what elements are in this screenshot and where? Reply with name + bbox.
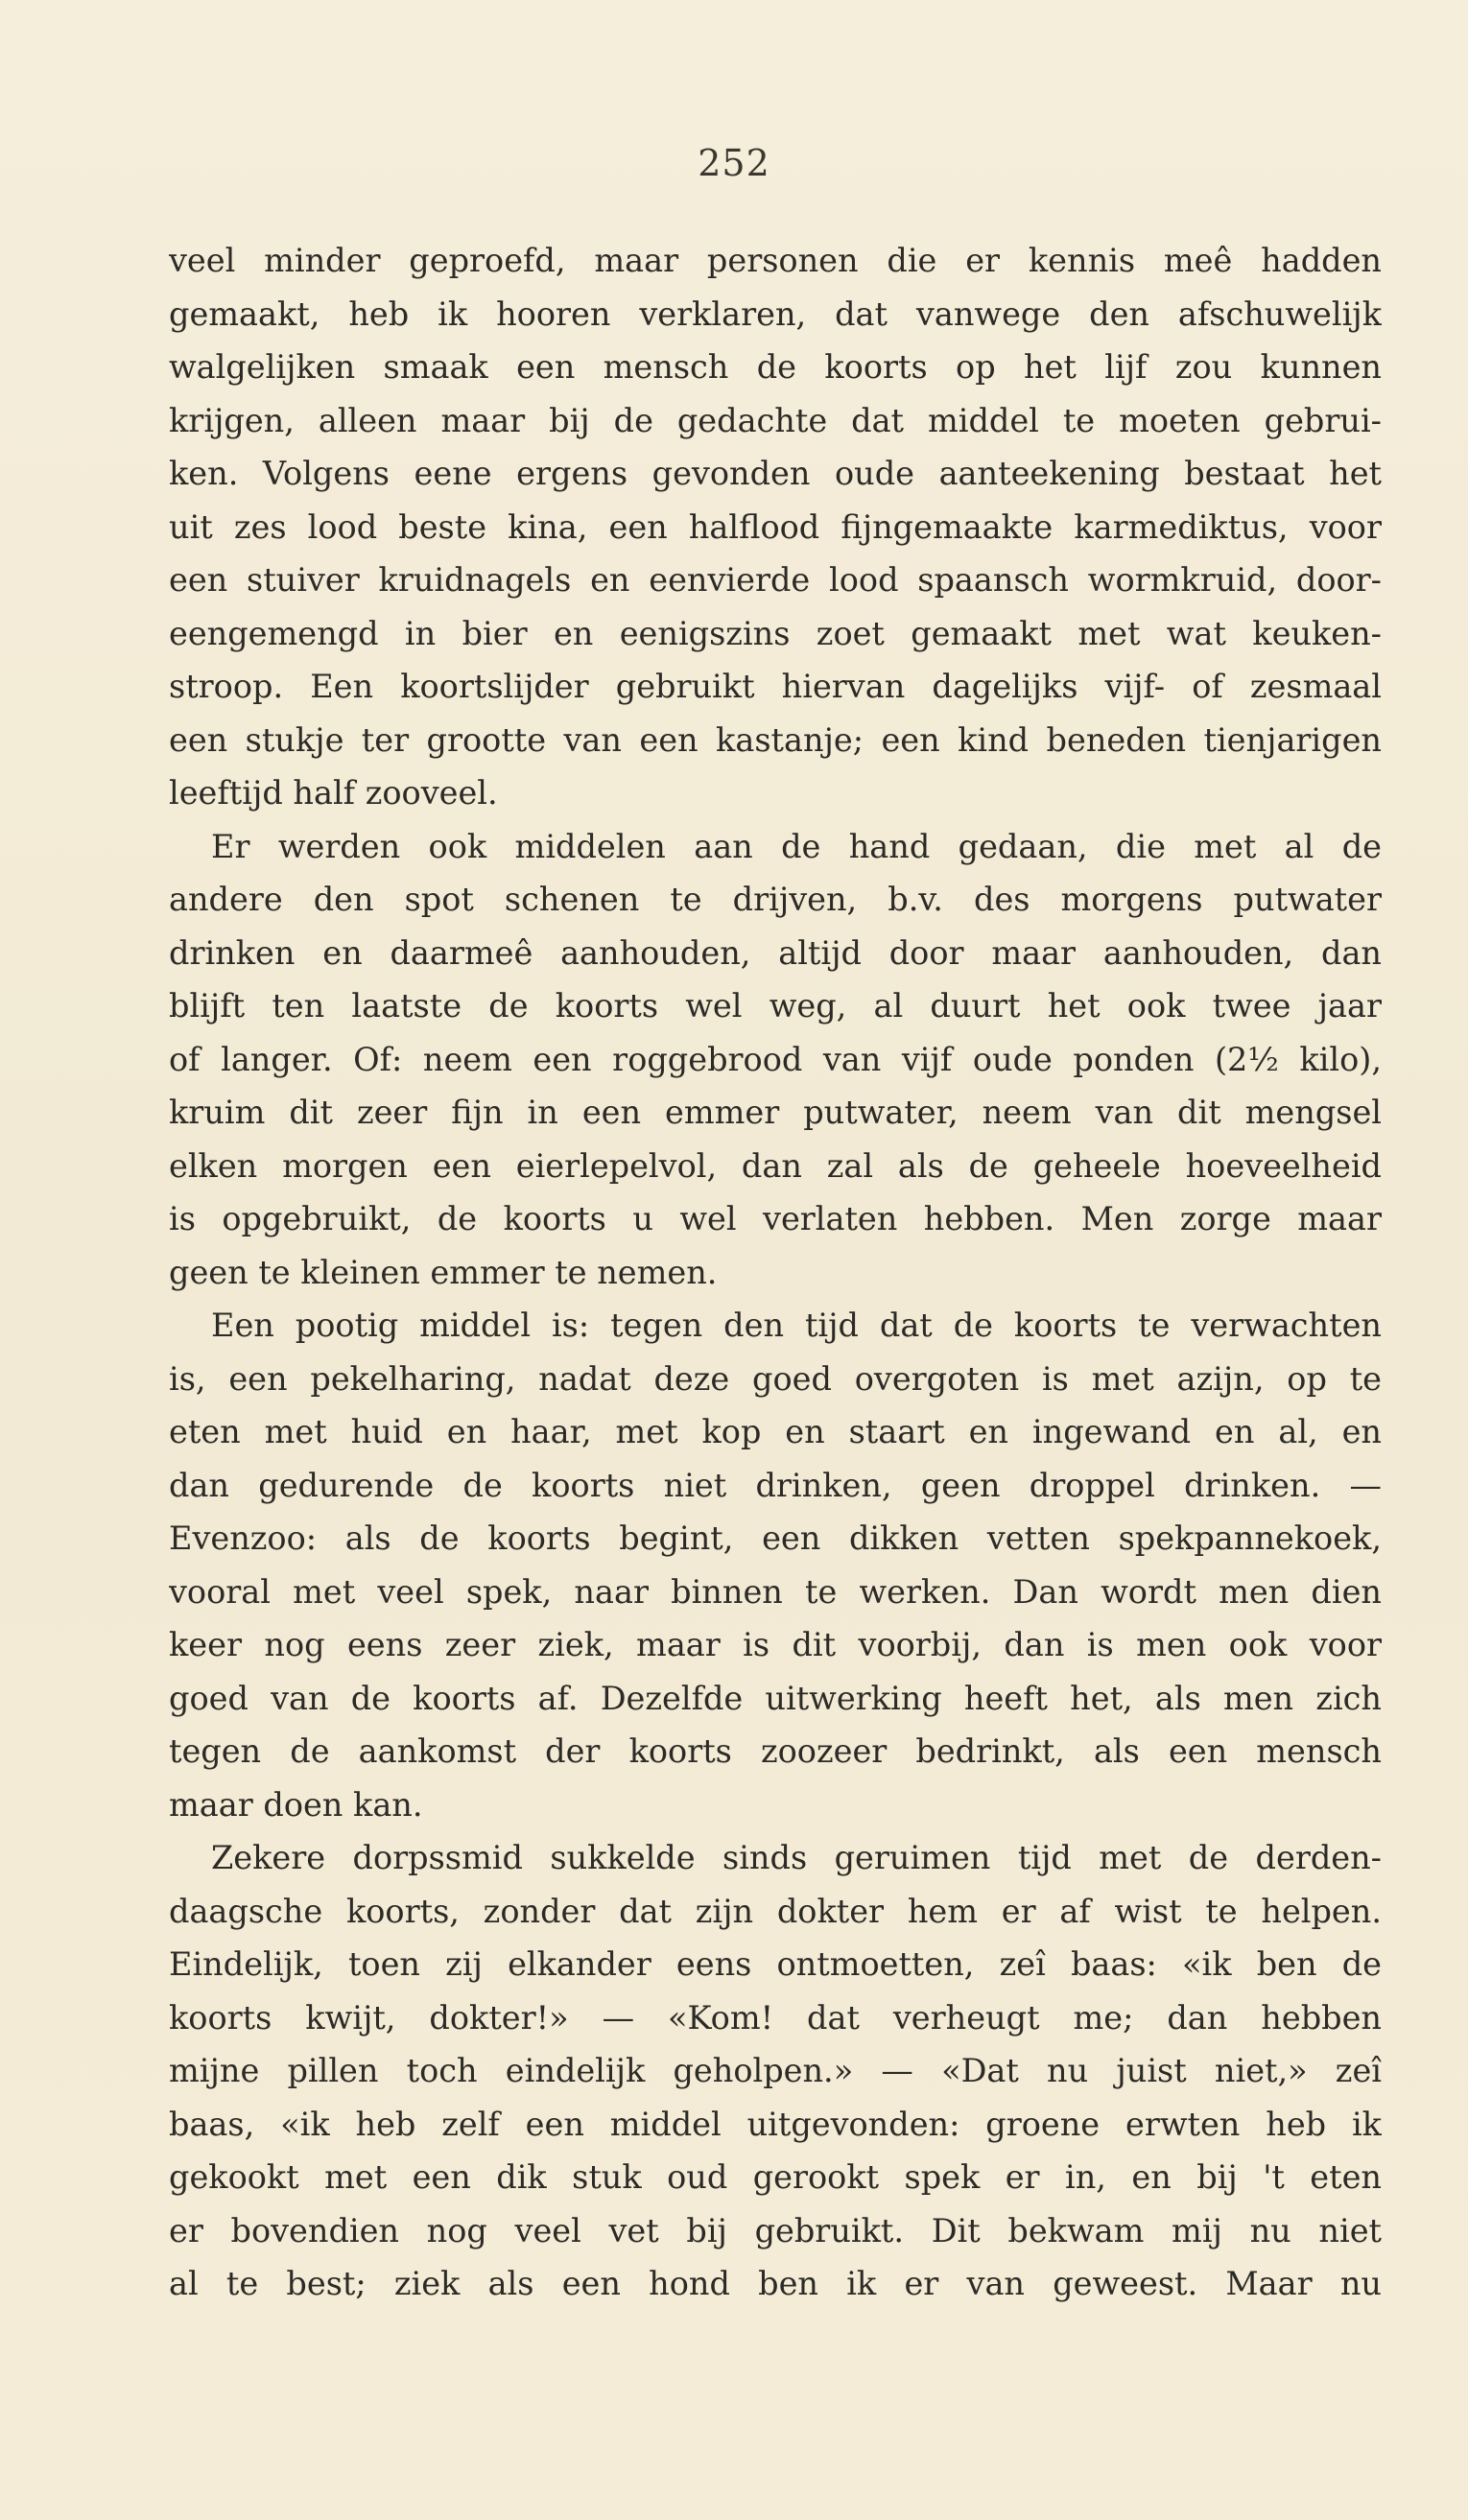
text-line: maar doen kan. — [169, 1785, 423, 1824]
text-line: ken. Volgens eene ergens gevonden oude aanteekening bestaat het — [169, 455, 1382, 492]
text-line: veel minder geproefd, maar personen die er kennis meê hadden — [169, 242, 1382, 279]
text-line: koorts kwijt, dokter!» — «Kom! dat verheugt me; dan hebben — [169, 1998, 1382, 2037]
text-line: eten met huid en haar, met kop en staart en ingewand en al, en — [169, 1413, 1382, 1450]
text-line: dan gedurende de koorts niet drinken, geen droppel drinken. — — [169, 1466, 1382, 1504]
text-line: Een pootig middel is: tegen den tijd dat de koorts te verwachten — [211, 1307, 1382, 1344]
text-line: is opgebruikt, de koorts u wel verlaten hebben. Men zorge maar — [169, 1200, 1382, 1237]
text-line: al te best; ziek als een hond ben ik er van geweest. Maar nu — [169, 2265, 1382, 2302]
text-line: leeftijd half zooveel. — [169, 774, 498, 812]
text-line: stroop. Een koortslijder gebruikt hiervan dagelijks vijf- of zesmaal — [169, 668, 1382, 705]
text-line: walgelijken smaak een mensch de koorts op het lijf zou kunnen — [169, 348, 1382, 386]
text-line: vooral met veel spek, naar binnen te werken. Dan wordt men dien — [169, 1572, 1382, 1611]
text-line: een stuiver kruidnagels en eenvierde lood spaansch wormkruid, door- — [169, 561, 1382, 599]
text-line: kruim dit zeer fijn in een emmer putwater, neem van dit mengsel — [169, 1094, 1382, 1131]
text-line: krijgen, alleen maar bij de gedachte dat middel te moeten gebrui- — [169, 401, 1382, 439]
text-line: blijft ten laatste de koorts wel weg, al duurt het ook twee jaar — [169, 987, 1382, 1024]
text-line: een stukje ter grootte van een kastanje; een kind beneden tienjarigen — [169, 720, 1382, 759]
text-line: mijne pillen toch eindelijk geholpen.» — «Dat nu juist niet,» zeî — [169, 2052, 1382, 2089]
text-line: geen te kleinen emmer te nemen. — [169, 1253, 718, 1291]
text-line: uit zes lood beste kina, een halflood fijngemaakte karmediktus, voor — [169, 507, 1382, 546]
text-line: andere den spot schenen te drijven, b.v. des morgens putwater — [169, 881, 1382, 918]
page-number: 252 — [698, 142, 770, 184]
text-line: Zekere dorpssmid sukkelde sinds geruimen tijd met de derden- — [211, 1839, 1382, 1876]
text-line: elken morgen een eierlepelvol, dan zal als de geheele hoeveelheid — [169, 1146, 1382, 1185]
text-line: gekookt met een dik stuk oud gerookt spek er in, en bij 't eten — [169, 2158, 1382, 2196]
text-line: is, een pekelharing, nadat deze goed overgoten is met azijn, op te — [169, 1359, 1382, 1398]
text-line: of langer. Of: neem een roggebrood van vijf oude ponden (2½ kilo), — [169, 1040, 1382, 1078]
text-line: Er werden ook middelen aan de hand gedaan, die met al de — [211, 827, 1382, 865]
text-line: tegen de aankomst der koorts zoozeer bedrinkt, als een mensch — [169, 1732, 1382, 1770]
text-line: Eindelijk, toen zij elkander eens ontmoetten, zeî baas: «ik ben de — [169, 1945, 1382, 1983]
text-line: Evenzoo: als de koorts begint, een dikken vetten spekpannekoek, — [169, 1519, 1382, 1557]
text-line: daagsche koorts, zonder dat zijn dokter hem er af wist te helpen. — [169, 1892, 1382, 1930]
text-line: drinken en daarmeê aanhouden, altijd door maar aanhouden, dan — [169, 933, 1382, 972]
text-line: er bovendien nog veel vet bij gebruikt. Dit bekwam mij nu niet — [169, 2211, 1382, 2249]
body-text — [169, 234, 1382, 2311]
text-line: gemaakt, heb ik hooren verklaren, dat vanwege den afschuwelijk — [169, 294, 1382, 333]
text-line: eengemengd in bier en eenigszins zoet gemaakt met wat keuken- — [169, 614, 1382, 652]
text-line: baas, «ik heb zelf een middel uitgevonden: groene erwten heb ik — [169, 2105, 1382, 2143]
text-line: goed van de koorts af. Dezelfde uitwerking heeft het, als men zich — [169, 1679, 1382, 1717]
text-line: keer nog eens zeer ziek, maar is dit voorbij, dan is men ook voor — [169, 1626, 1382, 1663]
